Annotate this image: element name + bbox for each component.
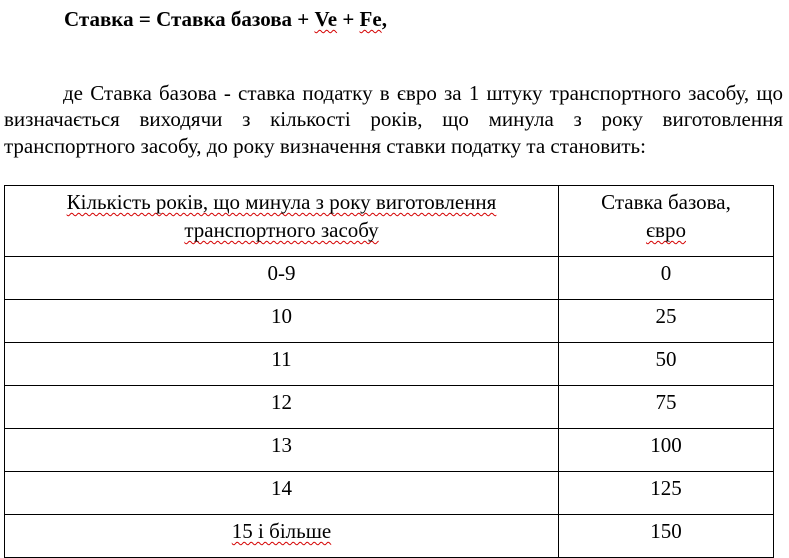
years-cell-text: 15 і більше xyxy=(231,519,332,543)
table-row xyxy=(5,472,774,515)
table-row xyxy=(5,429,774,472)
years-column-header xyxy=(5,186,559,257)
table-row xyxy=(5,515,774,558)
formula-plus: + xyxy=(292,7,315,31)
rate-column-header xyxy=(559,186,774,257)
rate-cell: 100 xyxy=(559,429,774,472)
table-row xyxy=(5,257,774,300)
base-rate-description: де Ставка базова - ставка податку в євро за 1 штуку транспортного засобу, що визначається виходячи з кількості років, що минула з року виготовлення транспортного засобу, до року визначення ставки податку та становить: xyxy=(4,81,783,158)
table-row xyxy=(5,386,774,429)
rate-cell: 25 xyxy=(559,300,774,343)
rate-cell: 75 xyxy=(559,386,774,429)
years-cell: 14 xyxy=(5,472,559,515)
table-header-row xyxy=(5,186,774,257)
rate-cell: 125 xyxy=(559,472,774,515)
rate-header-line2: євро xyxy=(646,218,686,242)
years-header-line2: транспортного засобу xyxy=(184,218,379,242)
years-cell: 0-9 xyxy=(5,257,559,300)
rate-cell: 0 xyxy=(559,257,774,300)
table-row xyxy=(5,343,774,386)
years-cell: 10 xyxy=(5,300,559,343)
tax-rate-formula xyxy=(64,6,387,32)
rate-header-line1: Ставка базова, xyxy=(601,190,731,214)
formula-comma: , xyxy=(381,7,387,31)
formula-base-rate: Ставка базова xyxy=(156,7,293,31)
years-cell: 11 xyxy=(5,343,559,386)
years-header-line1: Кількість років, що минула з року виготовлення xyxy=(66,190,497,214)
table-row xyxy=(5,300,774,343)
base-rate-table xyxy=(4,185,774,558)
formula-lhs: Ставка xyxy=(64,7,134,31)
rate-cell: 50 xyxy=(559,343,774,386)
formula-equals: = xyxy=(133,7,157,31)
rate-cell: 150 xyxy=(559,515,774,558)
years-cell: 12 xyxy=(5,386,559,429)
formula-ve-term: Ve xyxy=(314,7,338,31)
formula-plus: + xyxy=(337,7,360,31)
years-cell xyxy=(5,515,559,558)
years-cell: 13 xyxy=(5,429,559,472)
formula-fe-term: Fe xyxy=(359,7,382,31)
